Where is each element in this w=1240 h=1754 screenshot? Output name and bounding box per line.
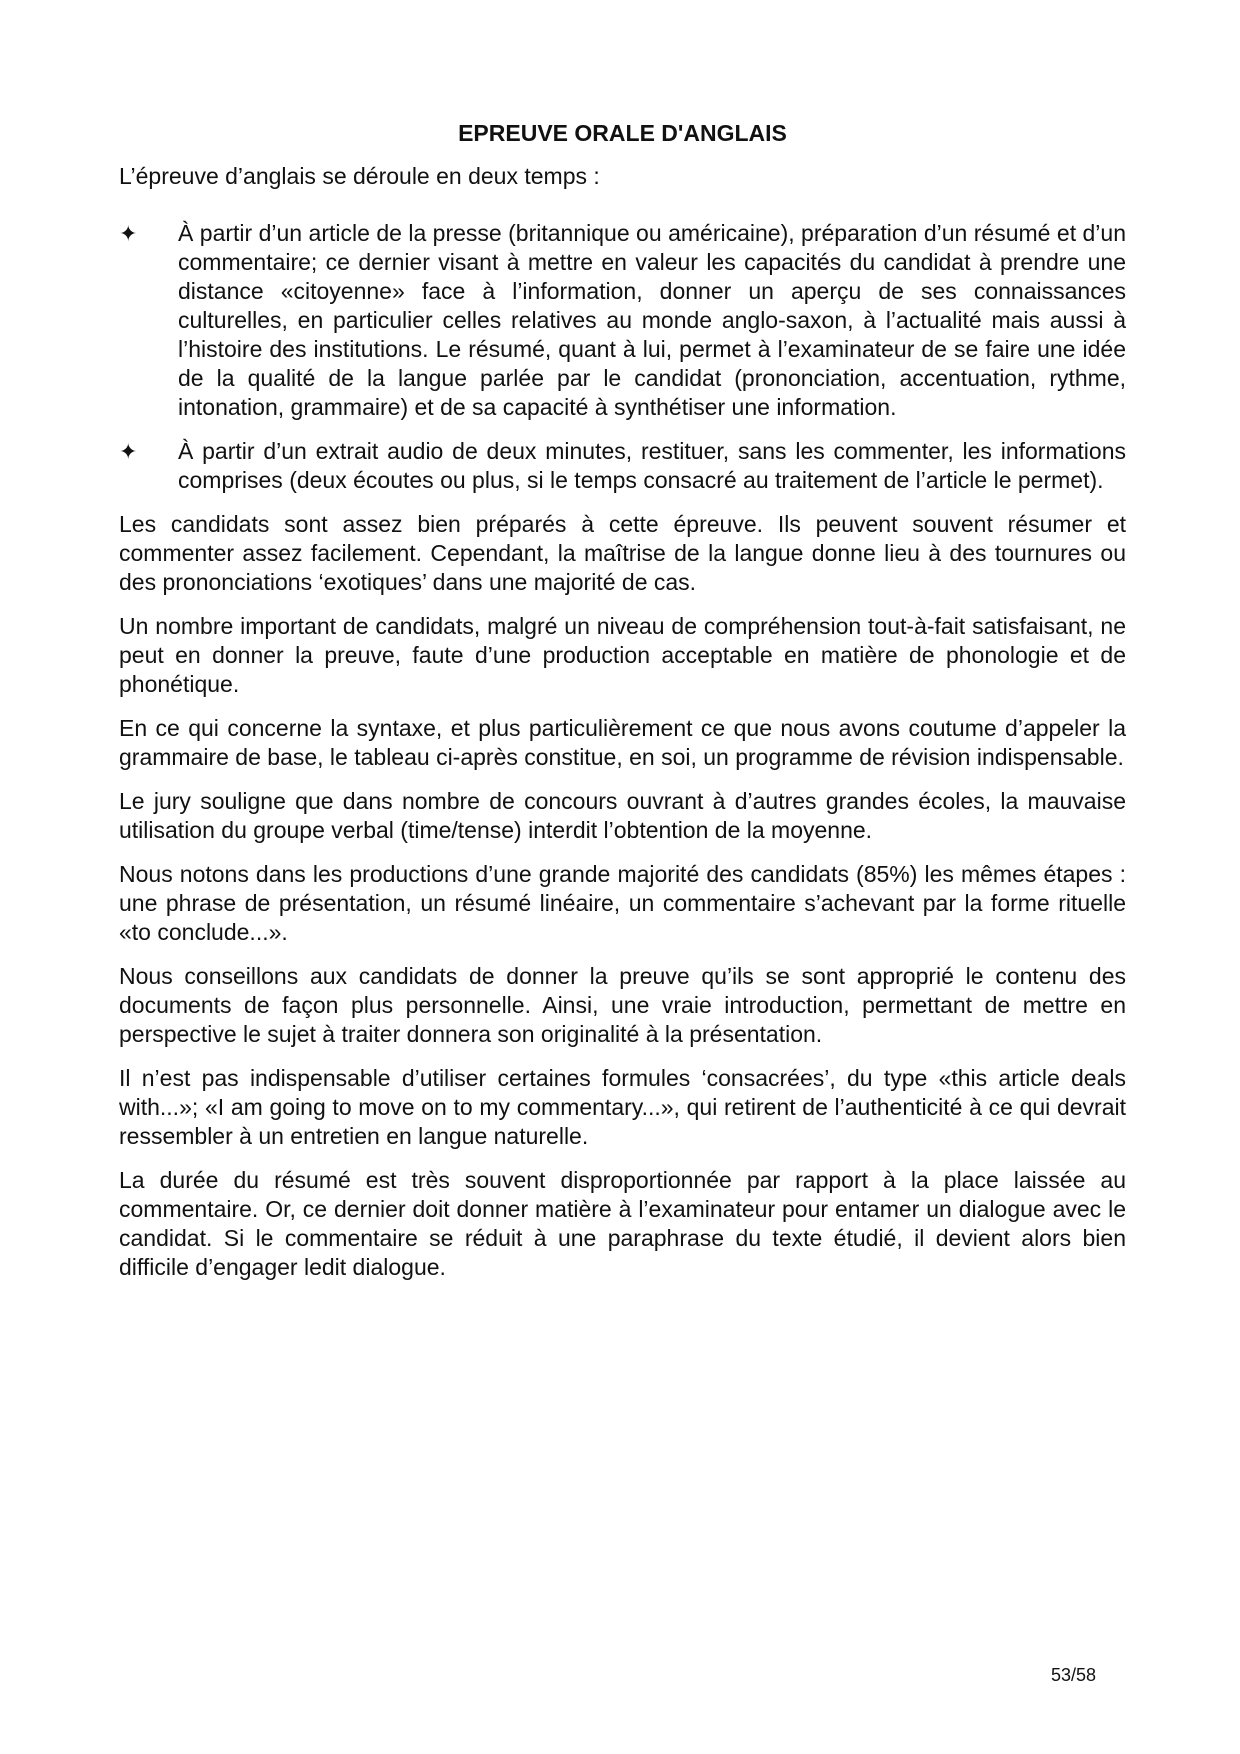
four-pointed-star-icon: ✦ [119,439,138,464]
document-page [119,118,1126,1297]
paragraph-syntax: En ce qui concerne la syntaxe, et plus particulièrement ce que nous avons coutume d’appeler la grammaire de base, le tableau ci-après constitue, en soi, un programme de révision indispensable. [119,715,1126,770]
page-number: 53/58 [1050,1665,1096,1685]
bullet-item-press-article [119,219,1126,422]
paragraph-summary-duration: La durée du résumé est très souvent disproportionnée par rapport à la place laissée au commentaire. Or, ce dernier doit donner matière à l’examinateur pour entamer un dialogue avec le candidat. Si le commentaire se réduit à une paraphrase du texte étudié, il devient alors bien difficile d’engager ledit dialogue. [119,1167,1126,1280]
bullet-item-audio-extract [119,437,1126,495]
paragraph-advice: Nous conseillons aux candidats de donner la preuve qu’ils se sont approprié le contenu des documents de façon plus personnelle. Ainsi, une vraie introduction, permettant de mettre en perspective le sujet à traiter donnera son originalité à la présentation. [119,963,1126,1047]
paragraph-preparation: Les candidats sont assez bien préparés à cette épreuve. Ils peuvent souvent résumer et commenter assez facilement. Cependant, la maîtrise de la langue donne lieu à des tournures ou des prononciations ‘exotiques’ dans une majorité de cas. [119,511,1126,595]
page-title: EPREUVE ORALE D'ANGLAIS [458,120,787,146]
bullet-text: À partir d’un extrait audio de deux minutes, restituer, sans les commenter, les informations comprises (deux écoutes ou plus, si le temps consacré au traitement de l’article le permet). [178,438,1126,493]
paragraph-formulas: Il n’est pas indispensable d’utiliser certaines formules ‘consacrées’, du type «this article deals with...»; «I am going to move on to my commentary...», qui retirent de l’authenticité à ce qui devrait ressembler à un entretien en langue naturelle. [119,1065,1126,1149]
bullet-list [119,219,1126,495]
paragraph-phonology: Un nombre important de candidats, malgré un niveau de compréhension tout-à-fait satisfaisant, ne peut en donner la preuve, faute d’une production acceptable en matière de phonologie et de phonétique. [119,613,1126,697]
paragraph-productions: Nous notons dans les productions d’une grande majorité des candidats (85%) les mêmes étapes : une phrase de présentation, un résumé linéaire, un commentaire s’achevant par la forme rituelle «to conclude...». [119,861,1126,945]
four-pointed-star-icon: ✦ [119,221,138,246]
bullet-text: À partir d’un article de la presse (britannique ou américaine), préparation d’un résumé et d’un commentaire; ce dernier visant à mettre en valeur les capacités du candidat à prendre une distance «citoyenne» face à l’information, donner un aperçu de ses connaissances culturelles, en particulier celles relatives au monde anglo-saxon, à l’actualité mais aussi à l’histoire des institutions. Le résumé, quant à lui, permet à l’examinateur de se faire une idée de la qualité de la langue parlée par le candidat (prononciation, accentuation, rythme, intonation, grammaire) et de sa capacité à synthétiser une information. [178,220,1126,420]
paragraph-verbal-group: Le jury souligne que dans nombre de concours ouvrant à d’autres grandes écoles, la mauvaise utilisation du groupe verbal (time/tense) interdit l’obtention de la moyenne. [119,788,1126,843]
intro-text: L’épreuve d’anglais se déroule en deux temps : [119,163,600,189]
